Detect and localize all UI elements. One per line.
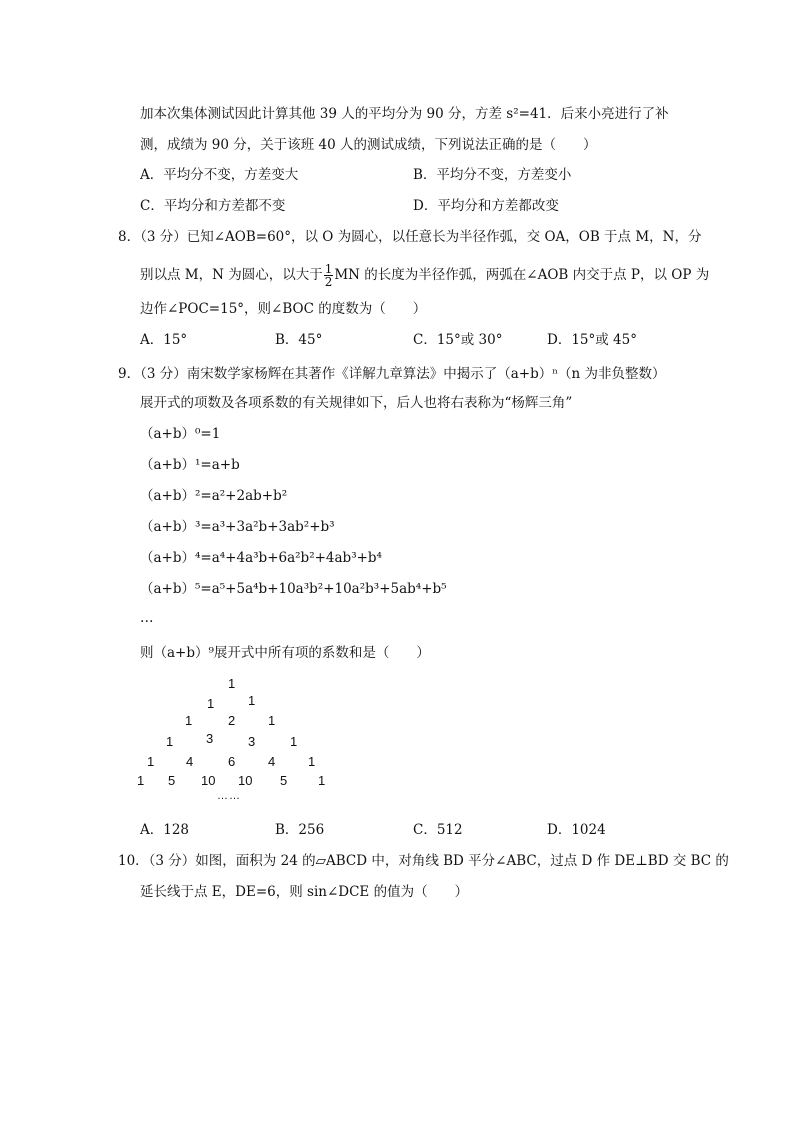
q7-stem-line1: 加本次集体测试因此计算其他 39 人的平均分为 90 分，方差 s²=41．后来小亮进行了补 [140,106,669,122]
one-half-fraction [324,263,334,288]
triangle-r4-c4: 1 [308,754,316,769]
fraction-numerator: 1 [324,262,333,276]
triangle-r4-c2: 6 [228,754,236,769]
triangle-r2-c2: 1 [268,713,276,728]
q8-option-b: B．45° [275,332,323,348]
triangle-r4-c0: 1 [147,754,155,769]
triangle-ellipsis: …… [217,790,241,802]
q7-option-a: A．平均分不变，方差变大 [140,167,299,183]
q8-line2-prefix: 别以点 M，N 为圆心，以大于 [140,267,323,283]
q9-expansion-4: （a+b）⁴=a⁴+4a³b+6a²b²+4ab³+b⁴ [140,550,382,566]
triangle-r2-c1: 2 [228,713,236,728]
q9-stem-line2: 展开式的项数及各项系数的有关规律如下，后人也将右表称为“杨辉三角” [140,395,573,411]
triangle-r3-c1: 3 [206,731,214,746]
q8-option-a: A．15° [140,332,188,348]
triangle-r5-c0: 1 [137,773,145,788]
q9-option-c: C．512 [413,822,463,838]
q9-expansion-3: （a+b）³=a³+3a²b+3ab²+b³ [140,519,335,535]
q9-question: 则（a+b）⁹展开式中所有项的系数和是（ ） [140,645,430,661]
q8-option-d: D．15°或 45° [547,332,637,348]
q9-expansion-5: （a+b）⁵=a⁵+5a⁴b+10a³b²+10a²b³+5ab⁴+b⁵ [140,581,447,597]
q9-option-d: D．1024 [547,822,606,838]
q9-expansion-ellipsis: … [140,610,154,626]
q9-expansion-0: （a+b）⁰=1 [140,426,221,442]
q7-option-c: C．平均分和方差都不变 [140,198,286,214]
q10-stem-line2: 延长线于点 E，DE=6，则 sin∠DCE 的值为（ ） [140,884,469,900]
q7-stem-line2: 测，成绩为 90 分，关于该班 40 人的测试成绩，下列说法正确的是（ ） [140,137,597,153]
triangle-r1-c0: 1 [207,696,215,711]
triangle-r1-c1: 1 [248,693,256,708]
q7-option-d: D．平均分和方差都改变 [413,198,559,214]
triangle-r0-c0: 1 [228,676,236,691]
triangle-r5-c4: 5 [280,773,288,788]
triangle-r3-c3: 1 [290,734,298,749]
q8-option-c: C．15°或 30° [413,332,503,348]
triangle-r5-c3: 10 [238,773,253,788]
triangle-r4-c3: 4 [268,754,276,769]
q7-option-b: B．平均分不变，方差变小 [413,167,572,183]
q9-expansion-2: （a+b）²=a²+2ab+b² [140,488,288,504]
q8-stem-line2 [140,262,709,288]
q8-stem-line3: 边作∠POC=15°，则∠BOC 的度数为（ ） [140,301,427,317]
q10-stem-line1: 10．（3 分）如图，面积为 24 的▱ABCD 中，对角线 BD 平分∠ABC，过点 D 作 DE⊥BD 交 BC 的 [118,853,729,869]
q9-option-a: A．128 [140,822,190,838]
q8-line2-suffix: MN 的长度为半径作弧，两弧在∠AOB 内交于点 P，以 OP 为 [334,267,710,283]
triangle-r5-c5: 1 [318,773,326,788]
triangle-r3-c0: 1 [166,734,174,749]
triangle-r2-c0: 1 [185,713,193,728]
triangle-r4-c1: 4 [186,754,194,769]
q9-stem-line1: 9．（3 分）南宋数学家杨辉在其著作《详解九章算法》中揭示了（a+b）ⁿ（n 为非负整数） [118,366,666,382]
triangle-r3-c2: 3 [248,734,256,749]
q8-stem-line1: 8．（3 分）已知∠AOB=60°，以 O 为圆心，以任意长为半径作弧，交 OA，OB 于点 M，N，分 [118,229,702,245]
triangle-r5-c1: 5 [168,773,176,788]
q9-option-b: B．256 [275,822,325,838]
triangle-r5-c2: 10 [201,773,216,788]
fraction-denominator: 2 [324,275,333,289]
q9-expansion-1: （a+b）¹=a+b [140,457,240,473]
